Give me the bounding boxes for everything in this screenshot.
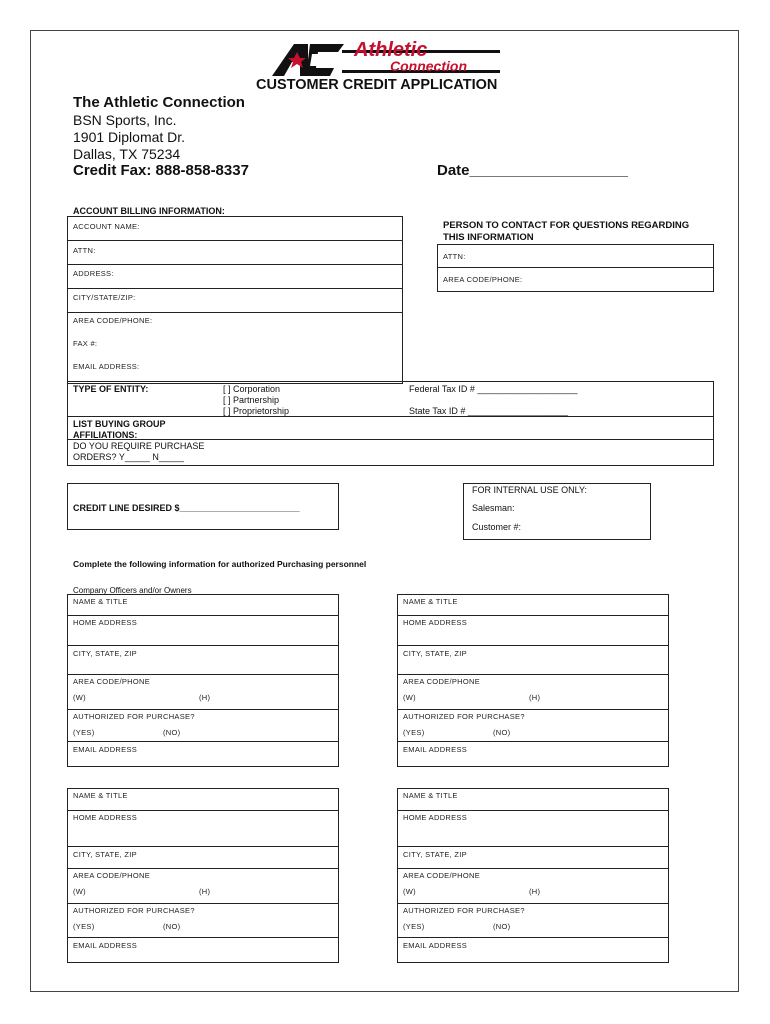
person-1-home-phone-field[interactable]: (H) — [199, 693, 211, 702]
person-3-name-title-field[interactable]: NAME & TITLE — [73, 791, 128, 800]
person-4-city-state-zip-field[interactable]: CITY, STATE, ZIP — [403, 850, 467, 859]
contact-attn-field[interactable]: ATTN: — [443, 252, 466, 261]
salesman-field[interactable]: Salesman: — [472, 503, 515, 513]
person-4-authorized-no[interactable]: (NO) — [493, 922, 511, 931]
row-divider — [67, 937, 339, 938]
row-divider — [397, 615, 669, 616]
row-divider — [397, 810, 669, 811]
row-divider — [67, 868, 339, 869]
person-1-authorized-no[interactable]: (NO) — [163, 728, 181, 737]
person-4-name-title-field[interactable]: NAME & TITLE — [403, 791, 458, 800]
account-name-field[interactable]: ACCOUNT NAME: — [73, 222, 140, 231]
person-1-home-address-field[interactable]: HOME ADDRESS — [73, 618, 138, 627]
row-divider — [397, 709, 669, 710]
person-3-authorized-no[interactable]: (NO) — [163, 922, 181, 931]
person-3-work-phone-field[interactable]: (W) — [73, 887, 86, 896]
row-divider — [67, 903, 339, 904]
person-2-authorized-no[interactable]: (NO) — [493, 728, 511, 737]
row-divider — [397, 937, 669, 938]
company-line3: Dallas, TX 75234 — [73, 146, 181, 162]
company-line1: BSN Sports, Inc. — [73, 112, 177, 128]
row-divider — [397, 741, 669, 742]
person-1-authorized-yes[interactable]: (YES) — [73, 728, 95, 737]
person-2-home-phone-field[interactable]: (H) — [529, 693, 541, 702]
billing-attn-field[interactable]: ATTN: — [73, 246, 96, 255]
officers-label: Company Officers and/or Owners — [73, 586, 192, 595]
person-4-work-phone-field[interactable]: (W) — [403, 887, 416, 896]
purchase-orders-field[interactable]: DO YOU REQUIRE PURCHASE ORDERS? Y_____ N_____ — [73, 441, 205, 462]
person-4-authorized-yes[interactable]: (YES) — [403, 922, 425, 931]
personnel-heading: Complete the following information for authorized Purchasing personnel — [73, 559, 367, 569]
person-2-city-state-zip-field[interactable]: CITY, STATE, ZIP — [403, 649, 467, 658]
person-4-authorized-field[interactable]: AUTHORIZED FOR PURCHASE? — [403, 906, 525, 915]
person-3-home-address-field[interactable]: HOME ADDRESS — [73, 813, 138, 822]
entity-label: TYPE OF ENTITY: — [73, 384, 149, 394]
person-3-city-state-zip-field[interactable]: CITY, STATE, ZIP — [73, 850, 137, 859]
federal-tax-id-field[interactable]: Federal Tax ID # ____________________ — [409, 384, 578, 394]
person-1-city-state-zip-field[interactable]: CITY, STATE, ZIP — [73, 649, 137, 658]
person-1-work-phone-field[interactable]: (W) — [73, 693, 86, 702]
corporation-checkbox[interactable]: [ ] Corporation — [223, 384, 281, 394]
internal-use-heading: FOR INTERNAL USE ONLY: — [472, 485, 588, 495]
state-tax-id-field[interactable]: State Tax ID # ____________________ — [409, 406, 568, 416]
person-1-authorized-field[interactable]: AUTHORIZED FOR PURCHASE? — [73, 712, 195, 721]
contact-heading: PERSON TO CONTACT FOR QUESTIONS REGARDING THIS INFORMATION — [443, 220, 690, 243]
person-3-authorized-field[interactable]: AUTHORIZED FOR PURCHASE? — [73, 906, 195, 915]
person-2-area-phone-field[interactable]: AREA CODE/PHONE — [403, 677, 481, 686]
row-divider — [397, 645, 669, 646]
row-divider — [67, 846, 339, 847]
person-3-home-phone-field[interactable]: (H) — [199, 887, 211, 896]
person-2-work-phone-field[interactable]: (W) — [403, 693, 416, 702]
person-3-authorized-yes[interactable]: (YES) — [73, 922, 95, 931]
address-field[interactable]: ADDRESS: — [73, 269, 114, 278]
proprietorship-checkbox[interactable]: [ ] Proprietorship — [223, 406, 290, 416]
row-divider — [67, 645, 339, 646]
credit-line-field[interactable]: CREDIT LINE DESIRED $________________________ — [73, 503, 300, 513]
row-divider — [67, 615, 339, 616]
row-divider — [67, 810, 339, 811]
person-2-email-field[interactable]: EMAIL ADDRESS — [403, 745, 468, 754]
credit-fax: Credit Fax: 888-858-8337 — [73, 162, 249, 179]
person-4-email-field[interactable]: EMAIL ADDRESS — [403, 941, 468, 950]
billing-heading: ACCOUNT BILLING INFORMATION: — [73, 206, 225, 216]
logo-text-athletic: Athletic — [354, 39, 428, 61]
person-4-area-phone-field[interactable]: AREA CODE/PHONE — [403, 871, 481, 880]
row-divider — [397, 846, 669, 847]
partnership-checkbox[interactable]: [ ] Partnership — [223, 395, 280, 405]
person-1-area-phone-field[interactable]: AREA CODE/PHONE — [73, 677, 151, 686]
contact-phone-field[interactable]: AREA CODE/PHONE: — [443, 275, 523, 284]
person-2-authorized-field[interactable]: AUTHORIZED FOR PURCHASE? — [403, 712, 525, 721]
row-divider — [67, 674, 339, 675]
row-divider — [67, 741, 339, 742]
customer-number-field[interactable]: Customer #: — [472, 522, 522, 532]
person-1-name-title-field[interactable]: NAME & TITLE — [73, 597, 128, 606]
row-divider — [397, 903, 669, 904]
person-3-area-phone-field[interactable]: AREA CODE/PHONE — [73, 871, 151, 880]
logo-text-connection: Connection — [390, 58, 467, 74]
row-divider — [397, 674, 669, 675]
person-2-name-title-field[interactable]: NAME & TITLE — [403, 597, 458, 606]
form-title: CUSTOMER CREDIT APPLICATION — [256, 77, 498, 93]
date-field[interactable]: Date___________________ — [437, 162, 629, 179]
fax-field[interactable]: FAX #: — [73, 339, 98, 348]
person-4-home-address-field[interactable]: HOME ADDRESS — [403, 813, 468, 822]
row-divider — [67, 709, 339, 710]
contact-box — [437, 244, 714, 292]
company-name: The Athletic Connection — [73, 94, 245, 111]
person-4-home-phone-field[interactable]: (H) — [529, 887, 541, 896]
company-line2: 1901 Diplomat Dr. — [73, 129, 186, 145]
city-state-zip-field[interactable]: CITY/STATE/ZIP: — [73, 293, 136, 302]
person-3-email-field[interactable]: EMAIL ADDRESS — [73, 941, 138, 950]
email-address-field[interactable]: EMAIL ADDRESS: — [73, 362, 140, 371]
person-2-authorized-yes[interactable]: (YES) — [403, 728, 425, 737]
billing-phone-field[interactable]: AREA CODE/PHONE: — [73, 316, 153, 325]
person-2-home-address-field[interactable]: HOME ADDRESS — [403, 618, 468, 627]
buying-group-label[interactable]: LIST BUYING GROUP AFFILIATIONS: — [73, 419, 166, 440]
person-1-email-field[interactable]: EMAIL ADDRESS — [73, 745, 138, 754]
row-divider — [397, 868, 669, 869]
athletic-connection-logo — [272, 40, 502, 78]
